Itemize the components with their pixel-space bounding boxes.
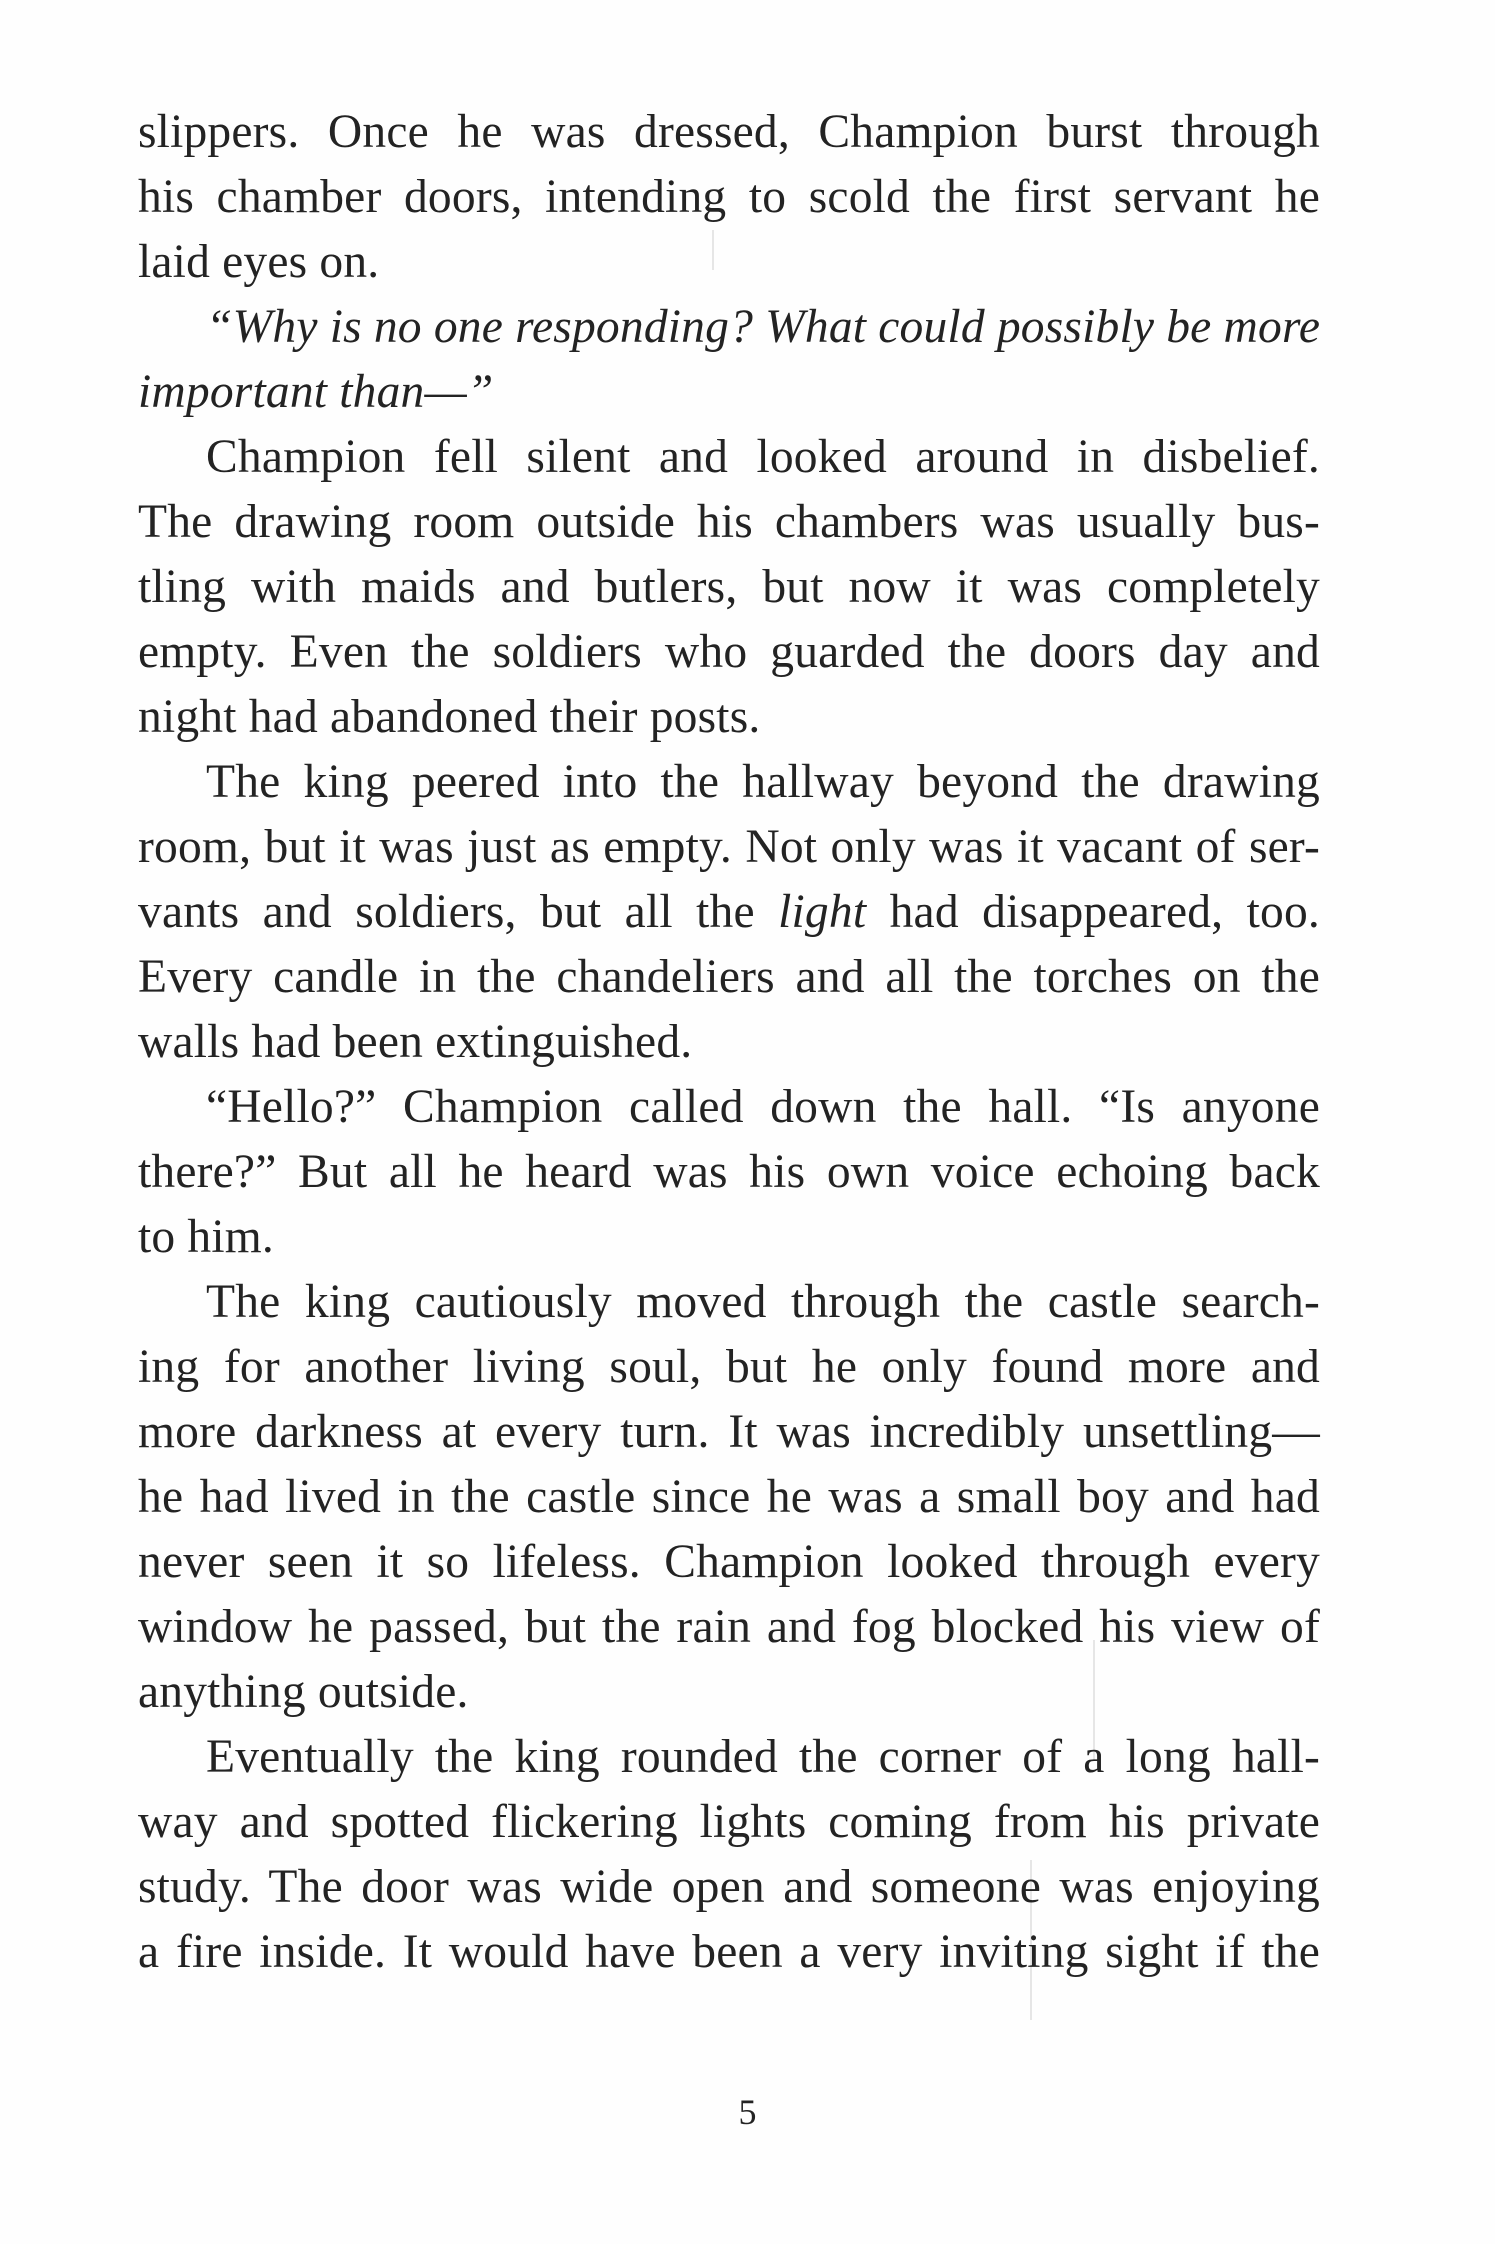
text-line: his chamber doors, intending to scold the first servant he	[138, 171, 1320, 223]
text-line: study. The door was wide open and someone was enjoying	[138, 1861, 1320, 1913]
text-line: night had abandoned their posts.	[138, 691, 761, 743]
text-line: “Hello?” Champion called down the hall. “Is anyone	[206, 1081, 1320, 1133]
text-line: slippers. Once he was dressed, Champion burst through	[138, 106, 1320, 158]
text-line: The king cautiously moved through the castle search-	[206, 1276, 1320, 1328]
text-segment: had disappeared, too.	[866, 886, 1320, 938]
text-line: Every candle in the chandeliers and all the torches on the	[138, 951, 1320, 1003]
text-segment: vants and soldiers, but all the	[138, 886, 779, 938]
text-line	[138, 880, 1320, 945]
text-line: empty. Even the soldiers who guarded the doors day and	[138, 626, 1320, 678]
text-line: tling with maids and butlers, but now it was completely	[138, 561, 1320, 613]
text-line: Eventually the king rounded the corner of a long hall-	[206, 1731, 1320, 1783]
text-line: a fire inside. It would have been a very inviting sight if the	[138, 1926, 1320, 1978]
page-number: 5	[738, 2092, 757, 2132]
text-line: The king peered into the hallway beyond the drawing	[206, 756, 1320, 808]
text-line: anything outside.	[138, 1666, 469, 1718]
text-line: “Why is no one responding? What could possibly be more	[206, 301, 1321, 353]
text-line: he had lived in the castle since he was a small boy and had	[138, 1471, 1320, 1523]
body-text	[138, 100, 1320, 1985]
text-line: Champion fell silent and looked around in disbelief.	[206, 431, 1320, 483]
text-line: to him.	[138, 1211, 274, 1263]
text-line: walls had been extinguished.	[138, 1016, 693, 1068]
italic-word: light	[778, 886, 867, 938]
text-line: never seen it so lifeless. Champion looked through every	[138, 1536, 1320, 1588]
text-line: there?” But all he heard was his own voice echoing back	[138, 1146, 1320, 1198]
text-line: room, but it was just as empty. Not only was it vacant of ser-	[138, 821, 1320, 873]
text-line: ing for another living soul, but he only found more and	[138, 1341, 1320, 1393]
text-line: way and spotted flickering lights coming from his private	[138, 1796, 1320, 1848]
text-line: The drawing room outside his chambers was usually bus-	[138, 496, 1320, 548]
text-line: window he passed, but the rain and fog blocked his view of	[138, 1601, 1320, 1653]
text-line: important than—”	[138, 366, 494, 418]
text-line: laid eyes on.	[138, 236, 380, 288]
text-line: more darkness at every turn. It was incredibly unsettling—	[138, 1406, 1320, 1458]
